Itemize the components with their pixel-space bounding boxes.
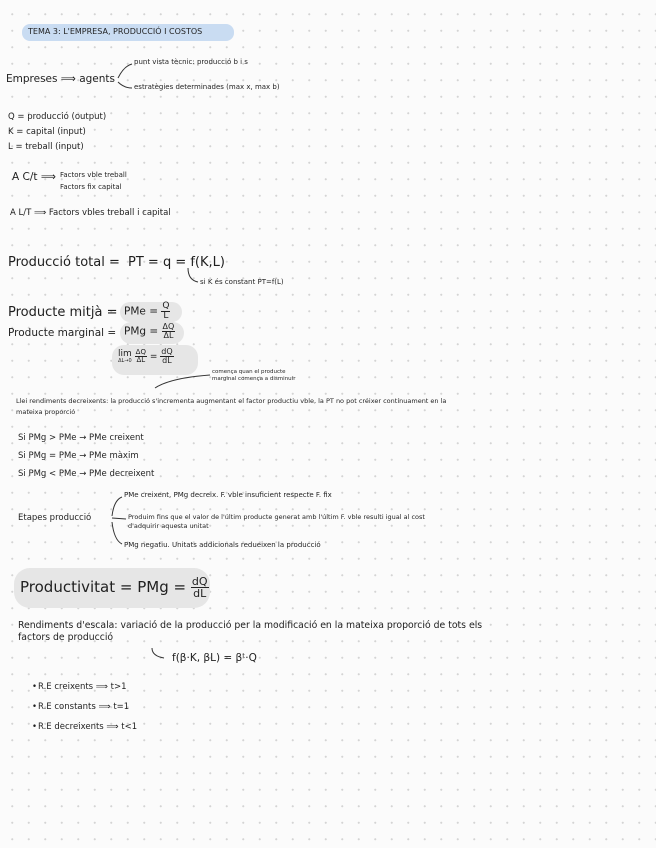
limit-num-derivative: dQ xyxy=(161,347,173,356)
stage-2-line-1: Produim fins que el valor de l'últim producte generat amb l'últim F. vble resulti igual al cost xyxy=(128,513,425,521)
short-run-label: A C/t ⟹ xyxy=(12,171,56,183)
productivity-formula xyxy=(20,576,209,599)
limit-note-1: comença quan el producte xyxy=(212,369,286,375)
returns-to-scale-formula: f(β·K, βL) = βᵗ·Q xyxy=(172,652,257,664)
bullet-icon: • xyxy=(32,682,38,692)
returns-increasing: R.E creixents ⟹ t>1 xyxy=(38,682,127,692)
limit-den-derivative: dL xyxy=(162,356,172,365)
stage-1: PMe creixent, PMg decreix. F. vble insuficient respecte F. fix xyxy=(124,491,332,499)
average-product-num: Q xyxy=(162,301,170,311)
agents-label: Empreses ⟹ agents xyxy=(6,73,116,85)
limit-equals: = xyxy=(149,352,158,362)
limit-den-delta: ΔL xyxy=(136,356,146,364)
definition-output: Q = producció (output) xyxy=(8,112,107,122)
stages-label: Etapes producció xyxy=(18,513,92,523)
diminishing-returns-line-1: Llei rendiments decreixents: la producció s'incrementa augmentant el factor productiu vble, la PT no pot créixer contínuament en la xyxy=(16,397,447,405)
average-product-label: Producte mitjà = xyxy=(8,305,118,320)
limit-fraction-derivative xyxy=(160,348,173,365)
limit-fraction-delta xyxy=(135,349,147,364)
bullet-icon: • xyxy=(32,722,38,732)
page-title: TEMA 3: L'EMPRESA, PRODUCCIÓ I COSTOS xyxy=(28,27,203,36)
returns-to-scale-line-2: factors de producció xyxy=(18,632,114,643)
agents-branch-bottom: estratègies determinades (max x, max b) xyxy=(134,83,280,91)
total-product-label: Producció total = xyxy=(8,255,120,270)
marginal-product-lhs: PMg = xyxy=(124,325,159,338)
short-run-fixed: Factors fix capital xyxy=(60,183,122,191)
productivity-fraction xyxy=(191,576,209,599)
productivity-den: dL xyxy=(193,587,207,600)
stage-3: PMg negatiu. Unitats addicionals redueixen la producció xyxy=(124,541,321,549)
long-run: A L/T ⟹ Factors vbles treball i capital xyxy=(10,208,171,218)
total-product-formula: PT = q = f(K,L) xyxy=(128,255,225,270)
returns-decreasing: R.E decreixents ⟹ t<1 xyxy=(38,722,138,732)
limit-num-delta: ΔQ xyxy=(135,348,146,356)
bullet-icon: • xyxy=(32,702,38,712)
marginal-product-label: Producte marginal = xyxy=(8,327,117,339)
total-product-note: si K és constant PT=f(L) xyxy=(200,278,284,286)
returns-constant: R.E constants ⟹ t=1 xyxy=(38,702,130,712)
diminishing-returns-line-2: mateixa proporció xyxy=(16,408,76,416)
case-maximum: Si PMg = PMe → PMe màxim xyxy=(18,451,139,461)
case-increasing: Si PMg > PMe → PMe creixent xyxy=(18,433,144,443)
definition-capital: K = capital (input) xyxy=(8,127,86,137)
marginal-product-formula xyxy=(124,323,175,340)
marginal-product-fraction xyxy=(162,323,176,340)
average-product-lhs: PMe = xyxy=(124,305,158,318)
stage-2-line-2: d'adquirir aquesta unitat xyxy=(128,522,209,530)
productivity-label: Productivitat = PMg = xyxy=(20,578,187,596)
average-product-formula xyxy=(124,302,170,321)
limit-formula xyxy=(118,348,174,365)
marginal-product-num: ΔQ xyxy=(162,322,175,331)
average-product-fraction xyxy=(161,302,170,321)
agents-branch-top: punt vista tècnic: producció b i s xyxy=(134,58,248,66)
limit-note-2: marginal comença a disminuir xyxy=(212,376,296,382)
marginal-product-den: ΔL xyxy=(163,331,174,340)
case-decreasing: Si PMg < PMe → PMe decreixent xyxy=(18,469,155,479)
definition-labour: L = treball (input) xyxy=(8,142,84,152)
productivity-num: dQ xyxy=(191,575,208,588)
short-run-variable: Factors vble treball xyxy=(60,171,127,179)
limit-sub: ΔL→0 xyxy=(118,357,132,364)
limit-lim: lim xyxy=(118,348,132,359)
returns-to-scale-line-1: Rendiments d'escala: variació de la producció per la modificació en la mateixa proporció de tots els xyxy=(18,620,483,631)
average-product-den: L xyxy=(163,311,169,321)
